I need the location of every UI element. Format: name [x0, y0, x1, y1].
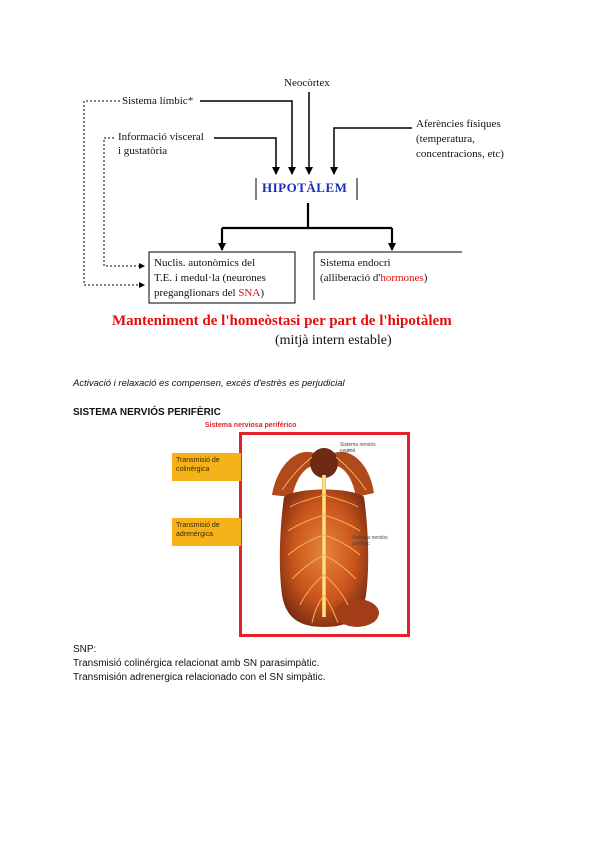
cholinergic-label-line1: Transmisió de [176, 457, 220, 464]
afferents-label-line1: Aferències físiques [416, 118, 501, 130]
endocrine-line2-close: ) [423, 272, 428, 284]
adrenergic-label [172, 518, 241, 546]
cholinergic-label-line2: colinérgica [176, 466, 210, 473]
nuclei-label-line2: T.E. i medul·la (neurones [154, 272, 266, 284]
diagram-title: Manteniment de l'homeòstasi per part de l'hipotàlem [112, 313, 452, 329]
annotation-cns-line2: central [340, 448, 356, 454]
neocortex-label: Neocòrtex [284, 77, 330, 89]
cholinergic-label [172, 453, 241, 481]
hypothalamus-label: HIPOTÀLEM [262, 180, 348, 195]
snp-line-2: Transmisión adrenergica relacionado con el SN simpàtic. [73, 672, 326, 683]
section-heading: SISTEMA NERVIÓS PERIFÈRIC [73, 407, 221, 418]
annotation-cns-line1: Sistema nerviós [340, 442, 376, 448]
diagram-subtitle: (mitjà intern estable) [275, 333, 392, 348]
nuclei-label-line3 [154, 286, 264, 300]
nuclei-line3-text: preganglionars del [154, 287, 239, 299]
visceral-arrow [214, 138, 276, 174]
afferents-arrow [334, 128, 412, 174]
figure-caption: Sistema nerviosa periférico [205, 422, 297, 429]
annotation-pns [352, 535, 388, 547]
nuclei-label-line1: Nuclis. autonòmics del [154, 257, 256, 269]
annotation-pns-line1: Sistema nerviós [352, 535, 388, 541]
annotation-pns-line2: perifèric [352, 541, 370, 547]
snp-heading: SNP: [73, 644, 97, 655]
note-italic: Activació i relaxació es compensen, excés d'estrès es perjudicial [73, 378, 345, 389]
adrenergic-label-line2: adrenérgica [176, 531, 213, 538]
afferents-label-line2: (temperatura, [416, 133, 475, 145]
limbic-label: Sistema límbic* [122, 95, 194, 107]
adrenergic-label-line1: Transmisió de [176, 522, 220, 529]
limbic-dotted-feedback [84, 101, 144, 285]
endocrine-label-line2 [320, 271, 427, 285]
endocrine-label-line1: Sistema endocri [320, 257, 391, 269]
nuclei-line3-close: ) [260, 287, 264, 299]
hormones-highlight: hormones [380, 272, 424, 284]
endocrine-line2-text: (alliberació d' [320, 272, 381, 284]
visceral-label-line2: i gustatòria [118, 145, 168, 157]
afferents-label-line3: concentracions, etc) [416, 148, 504, 160]
sna-highlight: SNA [238, 287, 261, 299]
snp-line-1: Transmisió colinérgica relacionat amb SN parasimpàtic. [73, 658, 320, 669]
visceral-label-line1: Informació visceral [118, 131, 204, 143]
annotation-cns [340, 442, 376, 454]
